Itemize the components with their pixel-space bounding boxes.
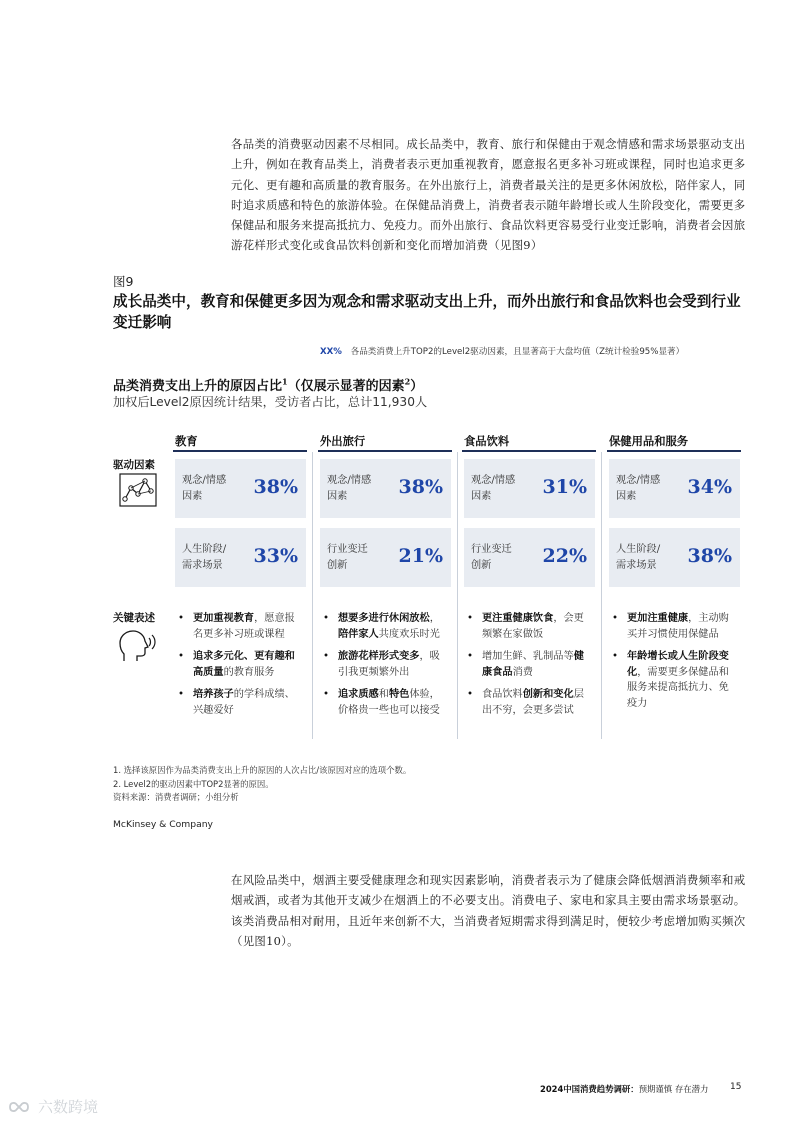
driver-box (175, 459, 306, 518)
column-rule (318, 450, 452, 452)
subtitle-text: 品类消费支出上升的原因占比 (113, 379, 283, 394)
column-header-education: 教育 (175, 434, 198, 448)
subtitle-footnote-2: 2 (404, 376, 411, 387)
driver-box (609, 528, 740, 587)
statements-food (466, 611, 586, 726)
driver-label: 观念/情感 因素 (182, 475, 227, 502)
chart-subtitle (113, 375, 423, 394)
driver-label: 人生阶段/ 需求场景 (182, 544, 227, 571)
list-item: • 增加生鲜、乳制品等健康食品消费 (466, 649, 586, 680)
column-divider (457, 452, 458, 739)
list-item: • 更加注重健康，主动购买并习惯使用保健品 (611, 611, 731, 642)
column-header-health: 保健用品和服务 (609, 434, 689, 448)
watermark-logo-icon (8, 1099, 34, 1115)
driver-percentage: 38% (398, 476, 443, 498)
driver-label: 观念/情感 因素 (327, 475, 372, 502)
figure-label: 图9 (113, 274, 134, 289)
driver-percentage: 34% (687, 476, 732, 498)
intro-paragraph: 各品类的消费驱动因素不尽相同。成长品类中，教育、旅行和保健由于观念情感和需求场景驱动支出上升，例如在教育品类上，消费者表示更加重视教育，愿意报名更多补习班或课程，同时也追求更多元化、更有趣和高质量的教育服务。在外出旅行上，消费者最关注的是更多休闲放松，陪伴家人，同时追求质感和特色的旅游体验。在保健品消费上，消费者表示随年龄增长或人生阶段变化，需要更多保健品和服务来提高抵抗力、免疫力。而外出旅行、食品饮料更容易受行业变迁影响，消费者会因旅游花样形式变化或食品饮料创新和变化而增加消费（见图9） (231, 137, 746, 253)
footnote-2: 2. Level2的驱动因素中TOP2显著的原因。 (113, 778, 274, 789)
outro-paragraph: 在风险品类中，烟酒主要受健康理念和现实因素影响，消费者表示为了健康会降低烟酒消费频率和戒烟戒酒，或者为其他开支减少在烟酒上的不必要支出。消费电子、家电和家具主要由需求场景驱动。该类消费品相对耐用，且近年来创新不大，当消费者短期需求得到满足时，便较少考虑增加购买频次（见图10）。 (231, 873, 746, 948)
list-item: • 想要多进行休闲放松，陪伴家人共度欢乐时光 (322, 611, 442, 642)
statements-education (177, 611, 297, 726)
driver-label: 观念/情感 因素 (471, 475, 516, 502)
footnote-1: 1. 选择该原因作为品类消费支出上升的原因的人次占比/该原因对应的选项个数。 (113, 765, 412, 775)
list-item: • 培养孩子的学科成绩、兴趣爱好 (177, 687, 297, 718)
column-rule (607, 450, 741, 452)
column-rule (173, 450, 307, 452)
column-header-travel: 外出旅行 (320, 434, 366, 448)
driver-box (464, 528, 595, 587)
subtitle-footnote-1: 1 (282, 376, 288, 387)
driver-percentage: 22% (542, 545, 587, 567)
figure-notes (113, 764, 411, 805)
source-note: 资料来源：消费者调研；小组分析 (113, 792, 239, 802)
network-chart-icon (118, 472, 158, 508)
row-label-key-statements: 关键表述 (113, 612, 155, 624)
column-header-food: 食品饮料 (464, 434, 510, 448)
column-rule (462, 450, 596, 452)
footer-title-rest: 预期谨慎 存在潜力 (638, 1084, 709, 1094)
column-divider (601, 452, 602, 739)
chart-description: 加权后Level2原因统计结果，受访者占比，总计11,930人 (113, 395, 428, 409)
watermark (8, 1096, 98, 1117)
driver-label: 行业变迁 创新 (471, 544, 512, 571)
driver-box (320, 528, 451, 587)
list-item: • 旅游花样形式变多，吸引我更频繁外出 (322, 649, 442, 680)
list-item: • 追求质感和特色体验，价格贵一些也可以接受 (322, 687, 442, 718)
footer-report-title (540, 1083, 708, 1095)
driver-percentage: 38% (253, 476, 298, 498)
statements-travel (322, 611, 442, 726)
row-label-drivers: 驱动因素 (113, 459, 155, 471)
driver-box (175, 528, 306, 587)
list-item: • 年龄增长或人生阶段变化，需要更多保健品和服务来提高抵抗力、免疫力 (611, 649, 731, 711)
driver-label: 行业变迁 创新 (327, 544, 368, 571)
column-divider (312, 452, 313, 739)
statements-health (611, 611, 731, 719)
legend-text: 各品类消费上升TOP2的Level2驱动因素，且显著高于大盘均值（Z统计检验95%显著） (350, 347, 685, 357)
speaking-head-icon (118, 628, 158, 664)
subtitle-close: ） (410, 379, 424, 394)
driver-label: 人生阶段/ 需求场景 (616, 544, 661, 571)
list-item: • 食品饮料创新和变化层出不穷，会更多尝试 (466, 687, 586, 718)
driver-percentage: 33% (253, 545, 298, 567)
footer-title-bold: 2024中国消费趋势调研： (540, 1084, 639, 1094)
subtitle-paren: （仅展示显著的因素 (287, 379, 405, 394)
driver-percentage: 21% (398, 545, 443, 567)
figure-legend (320, 345, 684, 357)
driver-percentage: 38% (687, 545, 732, 567)
brand-name: McKinsey & Company (113, 819, 213, 830)
list-item: • 追求多元化、更有趣和高质量的教育服务 (177, 649, 297, 680)
driver-box (609, 459, 740, 518)
driver-box (320, 459, 451, 518)
page-number: 15 (730, 1082, 742, 1092)
driver-label: 观念/情感 因素 (616, 475, 661, 502)
driver-percentage: 31% (542, 476, 587, 498)
list-item: • 更注重健康饮食，会更频繁在家做饭 (466, 611, 586, 642)
watermark-text: 六数跨境 (38, 1098, 99, 1116)
legend-marker: XX% (320, 347, 342, 357)
list-item: • 更加重视教育，愿意报名更多补习班或课程 (177, 611, 297, 642)
figure-title: 成长品类中，教育和保健更多因为观念和需求驱动支出上升，而外出旅行和食品饮料也会受到行业变迁影响 (113, 293, 741, 331)
driver-box (464, 459, 595, 518)
